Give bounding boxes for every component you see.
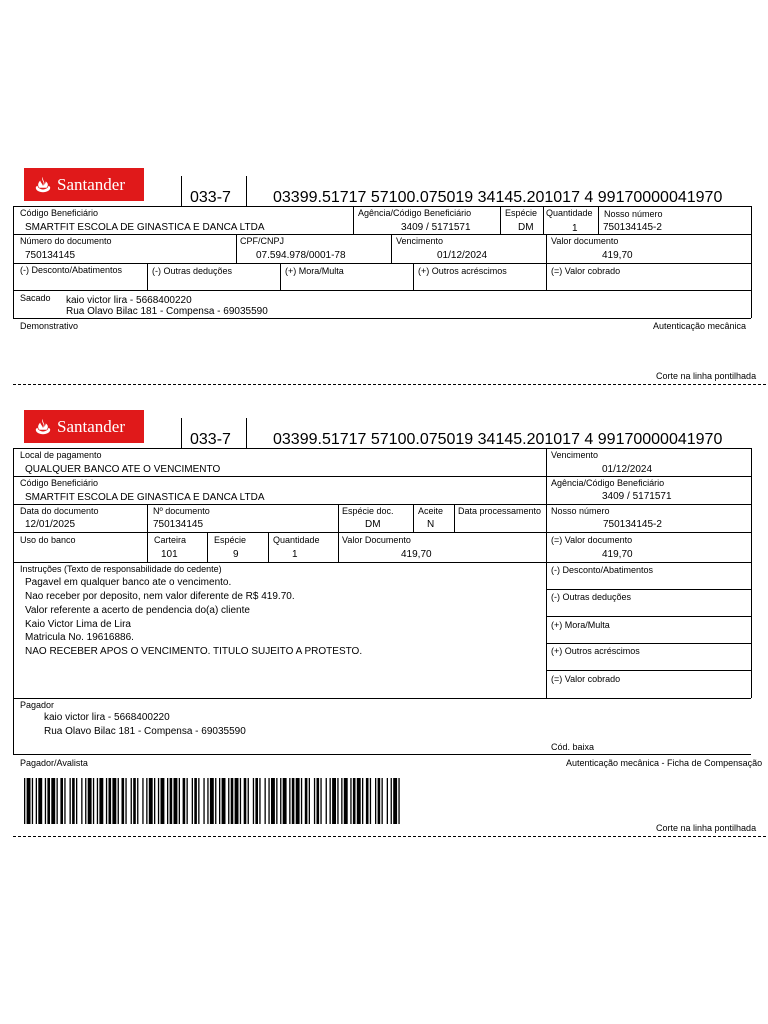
barcode-bar: [179, 778, 180, 824]
especie-label: Espécie: [214, 535, 247, 545]
barcode-bar: [280, 778, 281, 824]
barcode-bar: [292, 778, 295, 824]
sacado-line1: kaio victor lira - 5668400220: [66, 295, 192, 306]
barcode-bar: [207, 778, 208, 824]
instrucao-line: Kaio Victor Lima de Lira: [25, 619, 131, 630]
cpf-cnpj-label: CPF/CNPJ: [240, 236, 285, 246]
nosso-numero-label: Nosso número: [604, 209, 663, 219]
carteira-label: Carteira: [154, 535, 187, 545]
codigo-beneficiario-label: Código Beneficiário: [20, 478, 99, 488]
carteira-value: 101: [161, 549, 178, 560]
barcode-bar: [271, 778, 275, 824]
santander-flame-icon: [34, 418, 52, 436]
valor-cobrado-label: (=) Valor cobrado: [551, 266, 621, 276]
cut-line-top: [13, 384, 766, 385]
barcode-bar: [133, 778, 136, 824]
numero-documento-value: 750134145: [25, 250, 76, 261]
barcode-bar: [85, 778, 86, 824]
barcode-bar: [131, 778, 132, 824]
especie-label: Espécie: [505, 208, 538, 218]
barcode-bar: [137, 778, 138, 824]
valor-documento-right-value: 419,70: [602, 549, 633, 560]
sacado-line2: Rua Olavo Bilac 181 - Compensa - 69035590: [66, 306, 268, 317]
barcode-bar: [393, 778, 397, 824]
barcode-bar: [350, 778, 351, 824]
barcode-bar: [219, 778, 220, 824]
barcode-bar: [183, 778, 186, 824]
barcode-bar: [125, 778, 126, 824]
barcode-bar: [357, 778, 361, 824]
vencimento-label: Vencimento: [396, 236, 444, 246]
barcode-bar: [81, 778, 82, 824]
instrucao-line: Matricula No. 19616886.: [25, 632, 134, 643]
pagador-label: Pagador: [20, 700, 55, 710]
barcode-bar: [60, 778, 63, 824]
barcode-bar: [88, 778, 92, 824]
autenticacao-ficha-label: Autenticação mecânica - Ficha de Compensação: [566, 758, 763, 768]
barcode-bar: [149, 778, 153, 824]
barcode-bar: [154, 778, 155, 824]
barcode-bar: [317, 778, 320, 824]
nosso-numero-label: Nosso número: [551, 506, 610, 516]
aceite-label: Aceite: [418, 506, 444, 516]
data-documento-label: Data do documento: [20, 506, 99, 516]
instrucao-line: Nao receber por deposito, nem valor diferente de R$ 419.70.: [25, 591, 295, 602]
outras-deducoes-label: (-) Outras deduções: [551, 592, 632, 602]
barcode-bar: [187, 778, 188, 824]
vencimento-label: Vencimento: [551, 450, 599, 460]
outros-acrescimos-label: (+) Outros acréscimos: [418, 266, 507, 276]
barcode-bar: [112, 778, 116, 824]
aceite-value: N: [427, 519, 435, 530]
sacado-label: Sacado: [20, 293, 51, 303]
barcode-bar: [289, 778, 290, 824]
santander-flame-icon: [34, 176, 52, 194]
desconto-label: (-) Desconto/Abatimentos: [551, 565, 654, 575]
barcode-bar: [268, 778, 269, 824]
instrucao-line: NAO RECEBER APOS O VENCIMENTO. TITULO SUJEITO A PROTESTO.: [25, 646, 363, 657]
quantidade-label: Quantidade: [546, 208, 593, 218]
instrucao-line: Valor referente a acerto de pendencia do(a) cliente: [25, 605, 250, 616]
especie-value: DM: [518, 222, 534, 233]
valor-documento-value: 419,70: [401, 549, 432, 560]
barcode-bar: [309, 778, 310, 824]
data-documento-value: 12/01/2025: [25, 519, 76, 530]
barcode-bar: [382, 778, 383, 824]
barcode-bar: [27, 778, 31, 824]
barcode-bar: [161, 778, 165, 824]
barcode-bar: [240, 778, 241, 824]
agencia-label: Agência/Código Beneficiário: [551, 478, 665, 488]
instrucao-line: Pagavel em qualquer banco ate o vencimento.: [25, 577, 232, 588]
barcode-bar: [70, 778, 71, 824]
santander-logo: [24, 168, 144, 201]
barcode-bar: [387, 778, 388, 824]
vencimento-value: 01/12/2024: [602, 464, 653, 475]
agencia-value: 3409 / 5171571: [401, 222, 471, 233]
barcode-bar: [158, 778, 159, 824]
logo-text: Santander: [57, 174, 125, 194]
barcode-bar: [276, 778, 277, 824]
corte-label-bottom: Corte na linha pontilhada: [656, 823, 757, 833]
barcode-bar: [47, 778, 50, 824]
nosso-numero-value: 750134145-2: [603, 222, 662, 233]
barcode-bar: [198, 778, 199, 824]
barcode-bar: [341, 778, 342, 824]
valor-documento-value: 419,70: [602, 250, 633, 261]
barcode-bar: [378, 778, 381, 824]
barcode-bar: [210, 778, 214, 824]
pagador-line1: kaio victor lira - 5668400220: [44, 712, 170, 723]
barcode-bar: [109, 778, 112, 824]
barcode-bar: [375, 778, 376, 824]
barcode-bar: [255, 778, 258, 824]
barcode-bar: [228, 778, 229, 824]
vencimento-value: 01/12/2024: [437, 250, 488, 261]
barcode-bar: [326, 778, 327, 824]
barcode-bar: [174, 778, 178, 824]
barcode-bar: [259, 778, 260, 824]
barcode-bar: [118, 778, 119, 824]
bank-code: 033-7: [190, 189, 231, 206]
valor-documento-label: Valor Documento: [342, 535, 411, 545]
barcode-bar: [391, 778, 392, 824]
barcode-bar: [370, 778, 371, 824]
barcode-bar: [231, 778, 234, 824]
barcode-bar: [353, 778, 356, 824]
mora-multa-label: (+) Mora/Multa: [285, 266, 344, 276]
barcode-bar: [142, 778, 143, 824]
cpf-cnpj-value: 07.594.978/0001-78: [256, 250, 346, 261]
local-pagamento-value: QUALQUER BANCO ATE O VENCIMENTO: [25, 464, 221, 475]
quantidade-label: Quantidade: [273, 535, 320, 545]
barcode-bar: [57, 778, 58, 824]
barcode-bar: [170, 778, 173, 824]
corte-label-top: Corte na linha pontilhada: [656, 371, 757, 381]
valor-documento-right-label: (=) Valor documento: [551, 535, 633, 545]
barcode-bar: [215, 778, 216, 824]
agencia-label: Agência/Código Beneficiário: [358, 208, 472, 218]
barcode-bar: [122, 778, 125, 824]
barcode-bar: [244, 778, 247, 824]
barcode-bar: [93, 778, 94, 824]
barcode-bar: [366, 778, 369, 824]
barcode-bar: [146, 778, 147, 824]
barcode-bar: [72, 778, 75, 824]
especie-doc-value: DM: [365, 519, 381, 530]
barcode-bar: [344, 778, 348, 824]
numero-documento-label: Número do documento: [20, 236, 112, 246]
local-pagamento-label: Local de pagamento: [20, 450, 102, 460]
cod-baixa-label: Cód. baixa: [551, 742, 595, 752]
barcode-bar: [99, 778, 103, 824]
barcode-bar: [235, 778, 239, 824]
bank-code: 033-7: [190, 431, 231, 448]
pagador-line2: Rua Olavo Bilac 181 - Compensa - 69035590: [44, 726, 246, 737]
barcode-bar: [265, 778, 266, 824]
barcode-bar: [192, 778, 193, 824]
barcode-bar: [203, 778, 204, 824]
barcode-bar: [194, 778, 197, 824]
barcode-bar: [24, 778, 25, 824]
codigo-beneficiario-label: Código Beneficiário: [20, 208, 99, 218]
barcode-bar: [64, 778, 65, 824]
n-documento-label: Nº documento: [153, 506, 210, 516]
demonstrativo-label: Demonstrativo: [20, 321, 79, 331]
barcode-bar: [330, 778, 331, 824]
n-documento-value: 750134145: [153, 519, 204, 530]
barcode-bar: [51, 778, 55, 824]
barcode-bar: [296, 778, 300, 824]
barcode-bar: [45, 778, 46, 824]
desconto-label: (-) Desconto/Abatimentos: [20, 265, 123, 275]
quantidade-value: 1: [572, 223, 578, 234]
digitable-line: 03399.51717 57100.075019 34145.201017 4 99170000041970: [273, 189, 723, 206]
barcode-bar: [332, 778, 336, 824]
barcode: [24, 778, 404, 824]
barcode-bar: [398, 778, 399, 824]
nosso-numero-value: 750134145-2: [603, 519, 662, 530]
barcode-bar: [36, 778, 37, 824]
barcode-bar: [167, 778, 168, 824]
pagador-avalista-label: Pagador/Avalista: [20, 758, 88, 768]
barcode-bar: [222, 778, 226, 824]
logo-text: Santander: [57, 416, 125, 436]
outras-deducoes-label: (-) Outras deduções: [152, 266, 233, 276]
especie-value: 9: [233, 549, 239, 560]
barcode-bar: [97, 778, 98, 824]
barcode-bar: [38, 778, 42, 824]
agencia-value: 3409 / 5171571: [602, 491, 672, 502]
valor-cobrado-label: (=) Valor cobrado: [551, 674, 621, 684]
mora-multa-label: (+) Mora/Multa: [551, 620, 610, 630]
barcode-bar: [283, 778, 287, 824]
codigo-beneficiario-value: SMARTFIT ESCOLA DE GINASTICA E DANCA LTDA: [25, 222, 265, 233]
digitable-line: 03399.51717 57100.075019 34145.201017 4 99170000041970: [273, 431, 723, 448]
quantidade-value: 1: [292, 549, 298, 560]
barcode-bar: [301, 778, 302, 824]
barcode-bar: [314, 778, 315, 824]
barcode-bar: [248, 778, 249, 824]
barcode-bar: [76, 778, 77, 824]
autenticacao-label: Autenticação mecânica: [653, 321, 747, 331]
codigo-beneficiario-value: SMARTFIT ESCOLA DE GINASTICA E DANCA LTDA: [25, 492, 265, 503]
barcode-bar: [106, 778, 107, 824]
cut-line-bottom: [13, 836, 766, 837]
especie-doc-label: Espécie doc.: [342, 506, 394, 516]
santander-logo: [24, 410, 144, 443]
barcode-bar: [305, 778, 308, 824]
barcode-bar: [337, 778, 338, 824]
data-processamento-label: Data processamento: [458, 506, 542, 516]
uso-banco-label: Uso do banco: [20, 535, 76, 545]
barcode-bar: [32, 778, 33, 824]
barcode-bar: [320, 778, 321, 824]
outros-acrescimos-label: (+) Outros acréscimos: [551, 646, 640, 656]
valor-documento-label: Valor documento: [551, 236, 619, 246]
barcode-bar: [253, 778, 254, 824]
barcode-bar: [362, 778, 363, 824]
instrucoes-label: Instruções (Texto de responsabilidade do cedente): [20, 564, 222, 574]
